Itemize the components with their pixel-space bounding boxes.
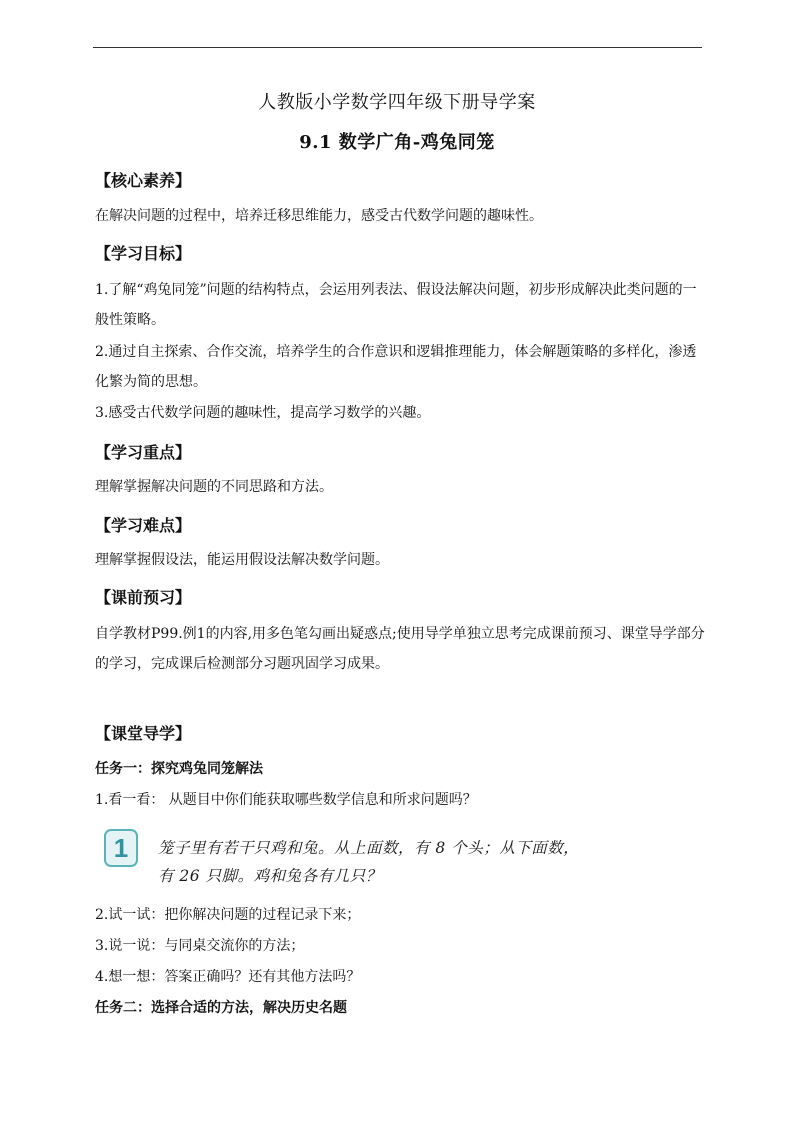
step-3-discuss: 3.说一说：与同桌交流你的方法； xyxy=(95,938,305,954)
key-points-text: 理解掌握解决问题的不同思路和方法。 xyxy=(95,479,333,495)
heading-key-points: 【学习重点】 xyxy=(95,443,192,462)
core-literacy-text: 在解决问题的过程中，培养迁移思维能力，感受古代数学问题的趣味性。 xyxy=(95,208,543,224)
document-title: 人教版小学数学四年级下册导学案 xyxy=(258,92,536,113)
heading-preview: 【课前预习】 xyxy=(95,588,192,607)
heading-learning-goals: 【学习目标】 xyxy=(95,244,192,263)
heading-core-literacy: 【核心素养】 xyxy=(95,171,192,190)
heading-difficulty: 【学习难点】 xyxy=(95,516,192,535)
task-2-title: 任务二：选择合适的方法，解决历史名题 xyxy=(95,1000,347,1016)
heading-class-guide: 【课堂导学】 xyxy=(95,724,192,743)
task-1-title: 任务一：探究鸡兔同笼解法 xyxy=(95,761,263,777)
header-rule xyxy=(93,47,702,48)
preview-text: 自学教材P99.例1的内容,用多色笔勾画出疑惑点;使用导学单独立思考完成课前预习、课堂导学部分的学习，完成课后检测部分习题巩固学习成果。 xyxy=(95,626,705,672)
step-2-try: 2.试一试：把你解决问题的过程记录下来； xyxy=(95,907,361,923)
step-1-look: 1.看一看： 从题目中你们能获取哪些数学信息和所求问题吗？ xyxy=(95,792,477,808)
example-problem-text xyxy=(158,834,628,890)
example-number-badge: 1 xyxy=(104,829,138,867)
goal-item-2: 2.通过自主探索、合作交流，培养学生的合作意识和逻辑推理能力，体会解题策略的多样化，渗透化繁为简的思想。 xyxy=(95,344,697,390)
example-problem xyxy=(104,829,624,889)
difficulty-text: 理解掌握假设法，能运用假设法解决数学问题。 xyxy=(95,552,389,568)
goal-item-3: 3.感受古代数学问题的趣味性，提高学习数学的兴趣。 xyxy=(95,405,431,421)
step-4-think: 4.想一想：答案正确吗？还有其他方法吗？ xyxy=(95,969,361,985)
example-line-2: 有 26 只脚。鸡和兔各有几只？ xyxy=(158,867,382,885)
goal-item-1: 1.了解“鸡兔同笼”问题的结构特点，会运用列表法、假设法解决问题，初步形成解决此类问题的一般性策略。 xyxy=(95,282,697,328)
example-line-1: 笼子里有若干只鸡和兔。从上面数，有 8 个头；从下面数， xyxy=(158,839,580,857)
lesson-title: 9.1 数学广角-鸡兔同笼 xyxy=(299,132,495,153)
